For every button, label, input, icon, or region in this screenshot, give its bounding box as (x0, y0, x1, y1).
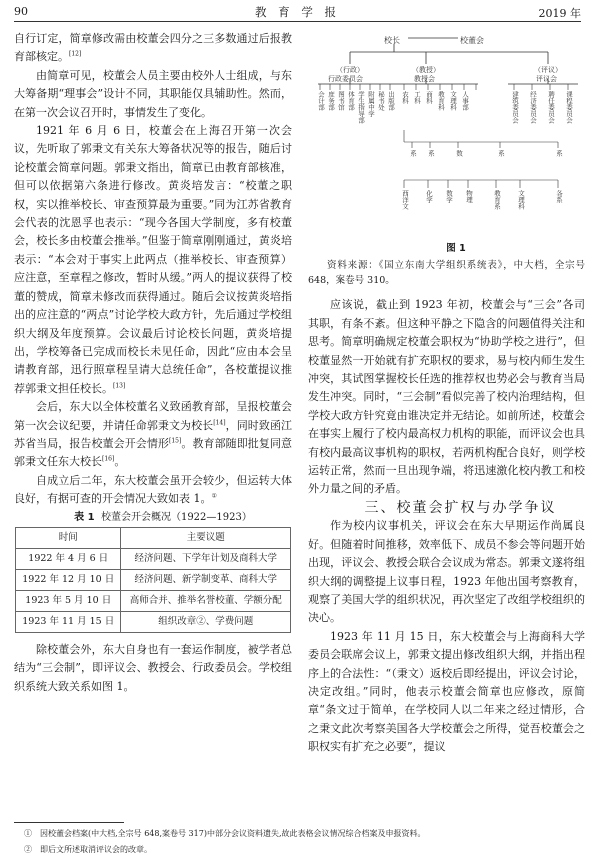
fig-faculty-council: 教授会 (414, 75, 435, 83)
fig-president: 校长 (384, 36, 400, 45)
journal-year: 2019 年 (538, 7, 581, 20)
table-cell: 1922 年 12 月 10 日 (16, 569, 121, 590)
figure-caption: 图 1 (446, 243, 466, 254)
fig-unit: 数学 (445, 190, 453, 203)
paragraph: 1923 年 11 月 15 日，东大校董会与上海商科大学委员会联席会议上，郭秉文提出修改组织大纲，并指出程序上的合法性：“（秉文）返校后即经提出，评议会讨论，决定改组。”同时，他表示校董会简章也应修改，原简章“条文过于简单，在学校同人以二年来之经过情形，合之秉文此次考察美国各大学校董会之所得，觉吾校董会之职权实有扩充之必要”，提议 (308, 629, 585, 754)
table-cell: 经济问题、下学年计划及商科大学 (121, 548, 291, 569)
fig-unit: 附属中学 (367, 91, 375, 117)
figure-source: 资料来源：《国立东南大学组织系统表》，中大档，全宗号 648，案卷号 310。 (308, 260, 585, 287)
table-cell: 组织改章②、学费问题 (121, 611, 291, 632)
paragraph: 作为校内议事机关，评议会在东大早期运作尚属良好。但随着时间推移，效率低下、成员不参会等问题开始出现，评议会、教授会联合会议成为常态。郭秉文遂将组织大纲的调整提上议事日程，1923 年他出国考察教育，观察了美国大学的组织状况，再次坚定了改组学校组织的决心。 (308, 519, 585, 625)
table-row (16, 590, 291, 611)
fig-unit: 聘任委员会 (547, 91, 555, 124)
fig-unit: 物理 (465, 190, 473, 203)
fig-unit: 体育部 (347, 91, 355, 111)
citation[interactable]: [15] (168, 437, 182, 445)
fig-unit: 庶务部 (327, 91, 335, 111)
fig-unit: 图书馆 (337, 91, 345, 111)
fig-unit: 西洋文 (401, 190, 409, 210)
paragraph: 除校董会外，东大自身也有一套运作制度，被学者总结为“三会制”，即评议会、教授会、行政委员会。学校组织系统大致关系如图 1。 (14, 642, 292, 693)
fig-admin-committee: 行政委员会 (328, 75, 363, 83)
fig-unit: 课程委员会 (565, 91, 573, 124)
citation[interactable]: [14] (213, 418, 226, 426)
fig-unit: 化学 (425, 190, 433, 203)
fig-senate: 评议会 (536, 75, 557, 83)
footnote: ② 即后文所述取消评议会的改章。 (24, 845, 152, 854)
table-title: 表 1 校董会开会概况（1922—1923） (74, 511, 252, 523)
paragraph: 由简章可见，校董会人员主要由校外人士组成，与东大筹备期“理事会”设计不同，其职能仅具辅助性。然而，在第一次会议召开时，事情发生了变化。 (14, 68, 292, 119)
table-header-cell: 时间 (16, 527, 121, 548)
fig-unit: 工科 (413, 91, 421, 104)
paragraph: 应该说，截止到 1923 年初，校董会与“三会”各司其职，有条不紊。但这种平静之下隐含的问题值得关注和思考。简章明确规定校董会职权为“协助学校之进行”，但校董显然一开始就有扩充职权的要求，易与校内师生发生冲突，其试图掌握校长任选的推荐权也势必会与教育当局发生冲突。同时，“三会制”看似完善了校内治理结构，但学校大政方针究竟由谁决定并无结论。如前所述，校董会在事实上履行了校内最高权力机构的职能，而评议会也具有校内最高议事机构的职权，若两机构配合良好，则学校运转正常，然而一旦出现争端，将迅速激化校内教工和校外力量之间的矛盾。 (308, 298, 585, 496)
citation[interactable]: [16] (102, 455, 115, 463)
header-rule (14, 21, 581, 22)
table-row (16, 548, 291, 569)
section-title: 三、校董会扩权与办学争议 (364, 499, 557, 516)
table-header-row (16, 527, 291, 548)
footnote-rule (14, 822, 124, 823)
fig-unit: 文理科 (517, 190, 525, 210)
fig-unit: 系 (427, 150, 435, 157)
meetings-table (15, 527, 291, 633)
paragraph: 自成立后二年，东大校董会虽开会较少，但运转大体良好，有据可查的开会情况大致如表 1。① (14, 473, 292, 506)
left-column (14, 30, 292, 696)
fig-unit: 教育系 (493, 190, 501, 210)
paragraph: 会后，东大以全体校董名义致函教育部，呈报校董会第一次会议纪要，并请任命郭秉文为校长[14]，同时致函江苏省当局，报告校董会开会情形[15]。教育部随即批复同意郭秉文任东大校长[16]。 (14, 400, 293, 469)
citation[interactable]: [12] (69, 50, 82, 58)
footnote: ① 因校董会档案(中大档,全宗号 648,案卷号 317)中部分会议资料遗失,故此表格会议情况综合档案及申报资料。 (24, 829, 426, 838)
table-header-cell: 主要议题 (121, 527, 291, 548)
table-cell: 经济问题、新学制变革、商科大学 (121, 569, 291, 590)
fig-unit: 各系 (555, 190, 563, 203)
table-row (16, 569, 291, 590)
fig-unit: 农科 (401, 91, 409, 104)
org-chart-figure (308, 30, 585, 240)
fig-unit: 人事部 (461, 91, 469, 111)
paragraph: 自行订定，简章修改需由校董会四分之三多数通过后报教育部核定。[12] (14, 32, 292, 64)
fig-branch-tag: （教授） (412, 66, 440, 74)
page-number: 90 (14, 5, 28, 18)
table-cell: 1922 年 4 月 6 日 (16, 548, 121, 569)
fig-board: 校董会 (460, 36, 484, 45)
fig-branch-tag: （评议） (534, 66, 562, 74)
fig-unit: 文理科 (449, 91, 457, 111)
table-cell: 1923 年 11 月 15 日 (16, 611, 121, 632)
fig-unit: 经济委员会 (529, 91, 537, 124)
fig-unit: 系 (555, 150, 563, 157)
fig-unit: 出版部 (387, 91, 395, 111)
fig-unit: 教育科 (437, 91, 445, 111)
footnote-marker[interactable]: ① (211, 492, 217, 500)
table-row (16, 611, 291, 632)
table-cell: 1923 年 5 月 10 日 (16, 590, 121, 611)
fig-unit: 系 (497, 150, 505, 157)
fig-unit: 商科 (425, 91, 433, 104)
citation[interactable]: [13] (113, 382, 126, 390)
fig-unit: 秘书处 (377, 91, 385, 111)
fig-unit: 会计部 (317, 91, 325, 111)
paragraph: 1921 年 6 月 6 日，校董会在上海召开第一次会议，先听取了郭秉文有关东大筹备状况等的报告，随后讨论校董会简章问题。郭秉文指出，简章已由教育部核准，但可以依据第六条进行修改。黄炎培发言：“校董之职权，实以推举校长、审查预算最为重要。”同为江苏省教育会代表的沈恩孚也表示：“现今各国大学制度，多有校董会，校长多由校董会推举。”但鉴于简章刚刚通过，黄炎培表示：“本会对于事实上此两点（推举校长、审查预算）应注意，至章程之修改，暂时从缓。”两人的提议获得了校董的赞成，简章未修改而获得通过。随后会议按黄炎培指出的应注意的“两点”讨论学校大政方针，先后通过学校组织大纲及年度预算。会议最后讨论校长问题，黄炎培提出，学校筹备已完成而校长未见任命，因此“应由本会呈请教育部，迅行照章程呈请大总统任命”，各校董提议推荐郭秉文担任校长。[13] (14, 124, 292, 395)
fig-unit: 数 (455, 150, 463, 157)
table-cell: 高师合并、推举名誉校董、学额分配 (121, 590, 291, 611)
fig-unit: 系 (409, 150, 417, 157)
journal-title: 教 育 学 报 (255, 5, 340, 19)
fig-unit: 学生指导部 (357, 91, 365, 124)
fig-unit: 建筑委员会 (511, 91, 519, 124)
fig-branch-tag: （行政） (336, 66, 364, 74)
right-column (308, 30, 585, 757)
